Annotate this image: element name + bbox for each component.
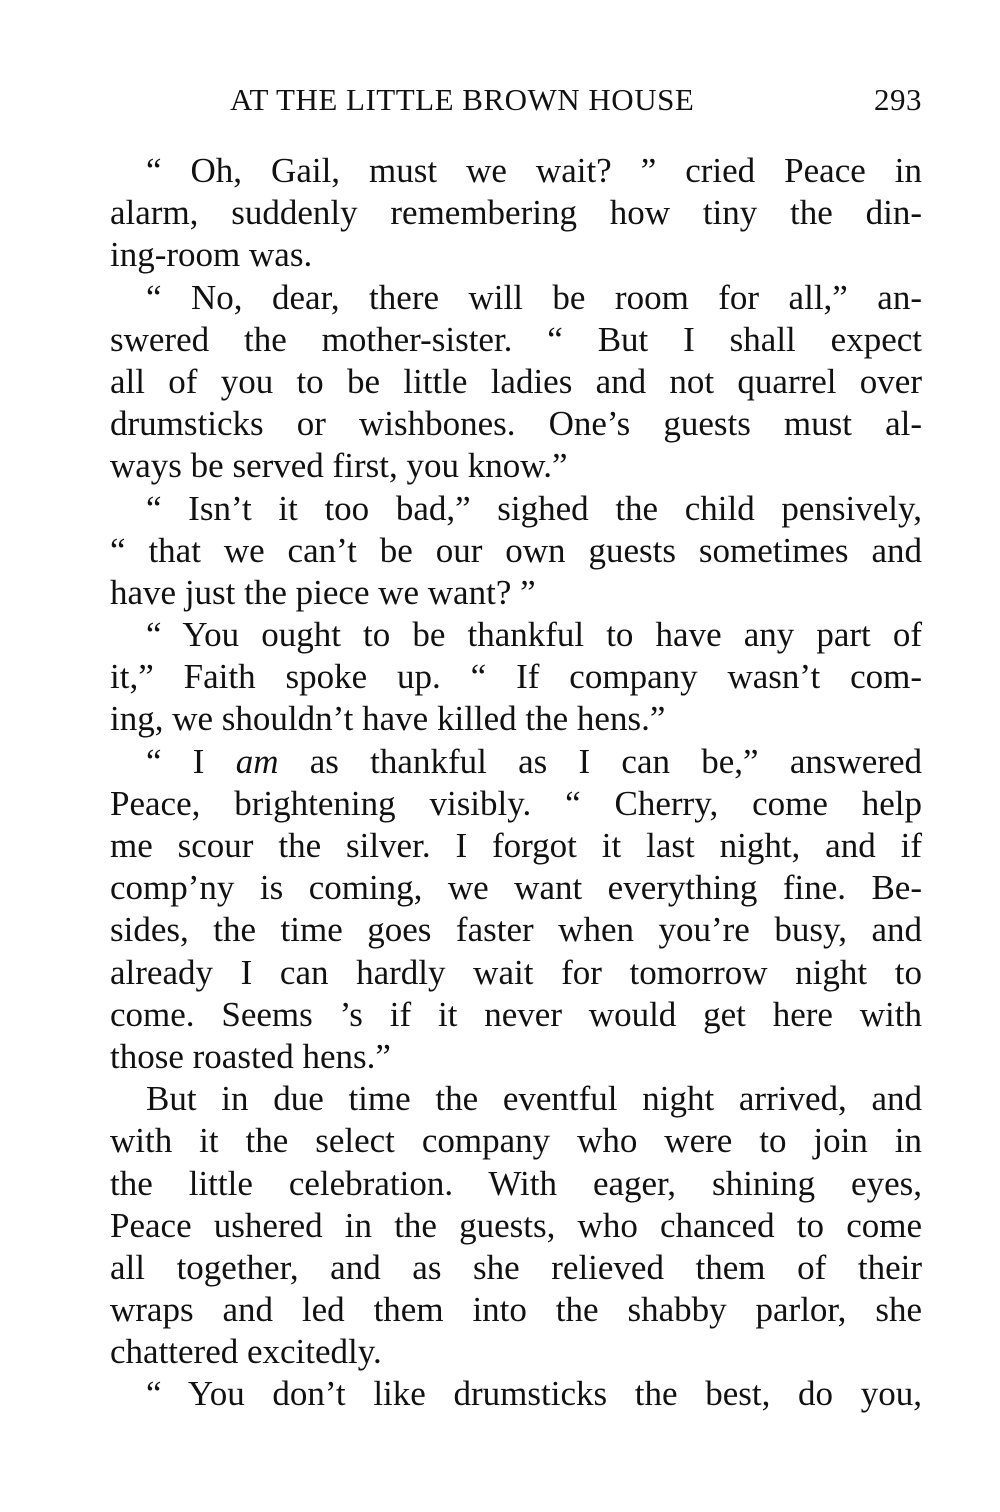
paragraph xyxy=(110,741,922,1079)
body-text xyxy=(110,150,922,1416)
text-line: drumsticks or wishbones. One’s guests must al- xyxy=(110,404,922,444)
text-line: Peace, brightening visibly. “ Cherry, come help xyxy=(110,783,922,823)
paragraph xyxy=(110,1078,922,1373)
text-line: with it the select company who were to join in xyxy=(110,1121,922,1161)
text-line: have just the piece we want? ” xyxy=(110,572,536,612)
emphasis: am xyxy=(235,741,279,781)
running-head xyxy=(110,82,922,126)
text-line: alarm, suddenly remembering how tiny the din- xyxy=(110,193,922,233)
text-line: “ You ought to be thankful to have any part of xyxy=(146,615,922,655)
text-line: wraps and led them into the shabby parlor, she xyxy=(110,1290,922,1330)
text-line: “ Isn’t it too bad,” sighed the child pensively, xyxy=(146,488,922,528)
text-line: all together, and as she relieved them of their xyxy=(110,1247,922,1287)
text-line: comp’ny is coming, we want everything fine. Be- xyxy=(110,868,922,908)
text-line: “ I am as thankful as I can be,” answered xyxy=(146,741,922,781)
page-number: 293 xyxy=(874,82,922,117)
text-line: sides, the time goes faster when you’re busy, and xyxy=(110,910,922,950)
text-line: ing-room was. xyxy=(110,235,313,275)
paragraph xyxy=(110,277,922,488)
text-line: “ that we can’t be our own guests sometimes and xyxy=(110,530,922,570)
text-line: come. Seems ’s if it never would get here with xyxy=(110,994,922,1034)
text-line: it,” Faith spoke up. “ If company wasn’t com- xyxy=(110,657,922,697)
paragraph xyxy=(110,614,922,741)
text-line: Peace ushered in the guests, who chanced to come xyxy=(110,1205,922,1245)
text-line: me scour the silver. I forgot it last night, and if xyxy=(110,826,922,865)
text-line: ing, we shouldn’t have killed the hens.” xyxy=(110,699,666,739)
text-line: the little celebration. With eager, shining eyes, xyxy=(110,1163,922,1203)
text-line: “ Oh, Gail, must we wait? ” cried Peace in xyxy=(146,151,922,190)
text-line: But in due time the eventful night arrived, and xyxy=(146,1079,922,1119)
paragraph xyxy=(110,488,922,615)
text-line: swered the mother-sister. “ But I shall expect xyxy=(110,319,922,359)
text-line: already I can hardly wait for tomorrow night to xyxy=(110,952,922,992)
text-line: ways be served first, you know.” xyxy=(110,446,568,486)
paragraph xyxy=(110,150,922,277)
paragraph xyxy=(110,1373,922,1415)
text-line: all of you to be little ladies and not quarrel over xyxy=(110,361,922,401)
running-title: AT THE LITTLE BROWN HOUSE xyxy=(230,82,695,117)
text-line: chattered excitedly. xyxy=(110,1332,382,1372)
text-line: “ You don’t like drumsticks the best, do you, xyxy=(146,1374,922,1414)
text-line: those roasted hens.” xyxy=(110,1036,391,1076)
text-line: “ No, dear, there will be room for all,” an- xyxy=(146,277,922,317)
